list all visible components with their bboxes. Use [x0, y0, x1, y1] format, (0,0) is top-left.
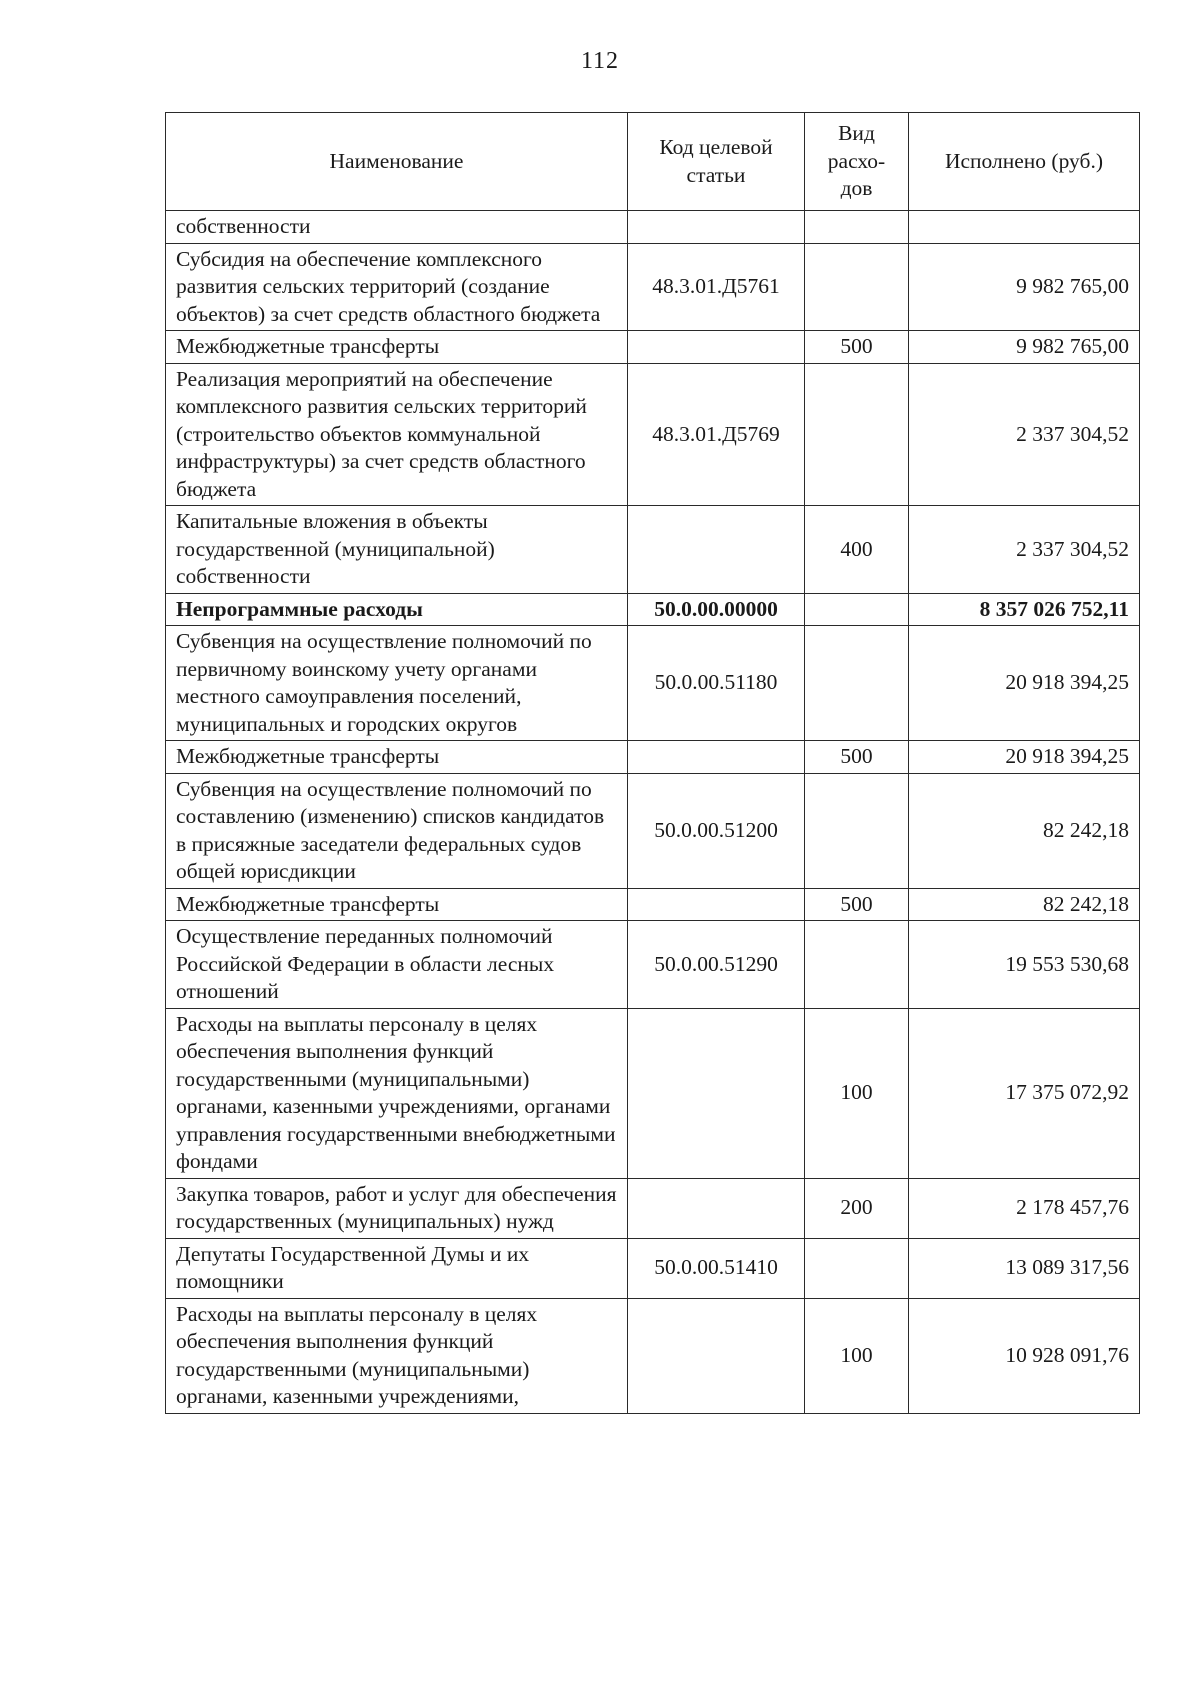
cell-code: 50.0.00.51180 [628, 626, 805, 741]
cell-name: Непрограммные расходы [166, 593, 628, 626]
table-row [166, 363, 1140, 506]
header-code: Код целевой статьи [628, 113, 805, 211]
cell-name: Субвенция на осуществление полномочий по составлению (изменению) списков кандидатов в присяжные заседатели федеральных судов общей юрисдикции [166, 773, 628, 888]
cell-kind [805, 243, 909, 331]
cell-amount [909, 211, 1140, 244]
table-row [166, 1298, 1140, 1413]
cell-name: Реализация мероприятий на обеспечение комплексного развития сельских территорий (строительство объектов коммунальной инфраструктуры) за счет средств областного бюджета [166, 363, 628, 506]
cell-kind [805, 363, 909, 506]
cell-amount: 19 553 530,68 [909, 921, 1140, 1009]
cell-code [628, 1178, 805, 1238]
cell-name: Субсидия на обеспечение комплексного развития сельских территорий (создание объектов) за счет средств областного бюджета [166, 243, 628, 331]
cell-code: 50.0.00.00000 [628, 593, 805, 626]
cell-kind: 500 [805, 741, 909, 774]
cell-amount: 20 918 394,25 [909, 741, 1140, 774]
table-body [166, 211, 1140, 1414]
cell-kind: 500 [805, 331, 909, 364]
cell-amount: 2 337 304,52 [909, 506, 1140, 594]
cell-code [628, 506, 805, 594]
cell-kind: 100 [805, 1298, 909, 1413]
cell-kind: 100 [805, 1008, 909, 1178]
cell-amount: 9 982 765,00 [909, 331, 1140, 364]
cell-amount: 2 178 457,76 [909, 1178, 1140, 1238]
budget-execution-table [165, 112, 1140, 1414]
cell-code: 48.3.01.Д5761 [628, 243, 805, 331]
cell-kind [805, 626, 909, 741]
header-amount: Исполнено (руб.) [909, 113, 1140, 211]
cell-name: Закупка товаров, работ и услуг для обеспечения государственных (муниципальных) нужд [166, 1178, 628, 1238]
cell-amount: 17 375 072,92 [909, 1008, 1140, 1178]
cell-name: Межбюджетные трансферты [166, 741, 628, 774]
cell-amount: 10 928 091,76 [909, 1298, 1140, 1413]
table-row [166, 626, 1140, 741]
cell-kind [805, 1238, 909, 1298]
cell-code [628, 1008, 805, 1178]
table-row [166, 331, 1140, 364]
table-row [166, 211, 1140, 244]
cell-name: Осуществление переданных полномочий Российской Федерации в области лесных отношений [166, 921, 628, 1009]
cell-kind: 400 [805, 506, 909, 594]
cell-name: Межбюджетные трансферты [166, 888, 628, 921]
table-row [166, 888, 1140, 921]
cell-kind [805, 773, 909, 888]
table-header-row [166, 113, 1140, 211]
cell-amount: 8 357 026 752,11 [909, 593, 1140, 626]
cell-amount: 13 089 317,56 [909, 1238, 1140, 1298]
cell-kind [805, 921, 909, 1009]
cell-amount: 20 918 394,25 [909, 626, 1140, 741]
cell-name: Капитальные вложения в объекты государственной (муниципальной) собственности [166, 506, 628, 594]
cell-amount: 2 337 304,52 [909, 363, 1140, 506]
cell-kind [805, 211, 909, 244]
cell-name: Межбюджетные трансферты [166, 331, 628, 364]
table-row [166, 921, 1140, 1009]
cell-code: 48.3.01.Д5769 [628, 363, 805, 506]
table-row [166, 741, 1140, 774]
cell-code: 50.0.00.51290 [628, 921, 805, 1009]
cell-kind: 500 [805, 888, 909, 921]
page-number: 112 [580, 48, 620, 74]
cell-code: 50.0.00.51410 [628, 1238, 805, 1298]
header-kind: Вид расхо-дов [805, 113, 909, 211]
table-row [166, 1008, 1140, 1178]
header-name: Наименование [166, 113, 628, 211]
cell-kind: 200 [805, 1178, 909, 1238]
cell-kind [805, 593, 909, 626]
cell-code [628, 1298, 805, 1413]
cell-code [628, 211, 805, 244]
cell-amount: 82 242,18 [909, 773, 1140, 888]
cell-name: Субвенция на осуществление полномочий по первичному воинскому учету органами местного самоуправления поселений, муниципальных и городских округов [166, 626, 628, 741]
cell-code [628, 331, 805, 364]
table-row [166, 593, 1140, 626]
cell-name: Расходы на выплаты персоналу в целях обеспечения выполнения функций государственными (муниципальными) органами, казенными учреждениями, [166, 1298, 628, 1413]
table-row [166, 506, 1140, 594]
cell-code: 50.0.00.51200 [628, 773, 805, 888]
table-row [166, 243, 1140, 331]
cell-code [628, 888, 805, 921]
cell-name: Расходы на выплаты персоналу в целях обеспечения выполнения функций государственными (муниципальными) органами, казенными учреждениями, органами управления государственными внебюджетными фондами [166, 1008, 628, 1178]
cell-name: Депутаты Государственной Думы и их помощники [166, 1238, 628, 1298]
table-row [166, 1238, 1140, 1298]
table-row [166, 773, 1140, 888]
cell-code [628, 741, 805, 774]
cell-amount: 82 242,18 [909, 888, 1140, 921]
cell-amount: 9 982 765,00 [909, 243, 1140, 331]
table-row [166, 1178, 1140, 1238]
cell-name: собственности [166, 211, 628, 244]
